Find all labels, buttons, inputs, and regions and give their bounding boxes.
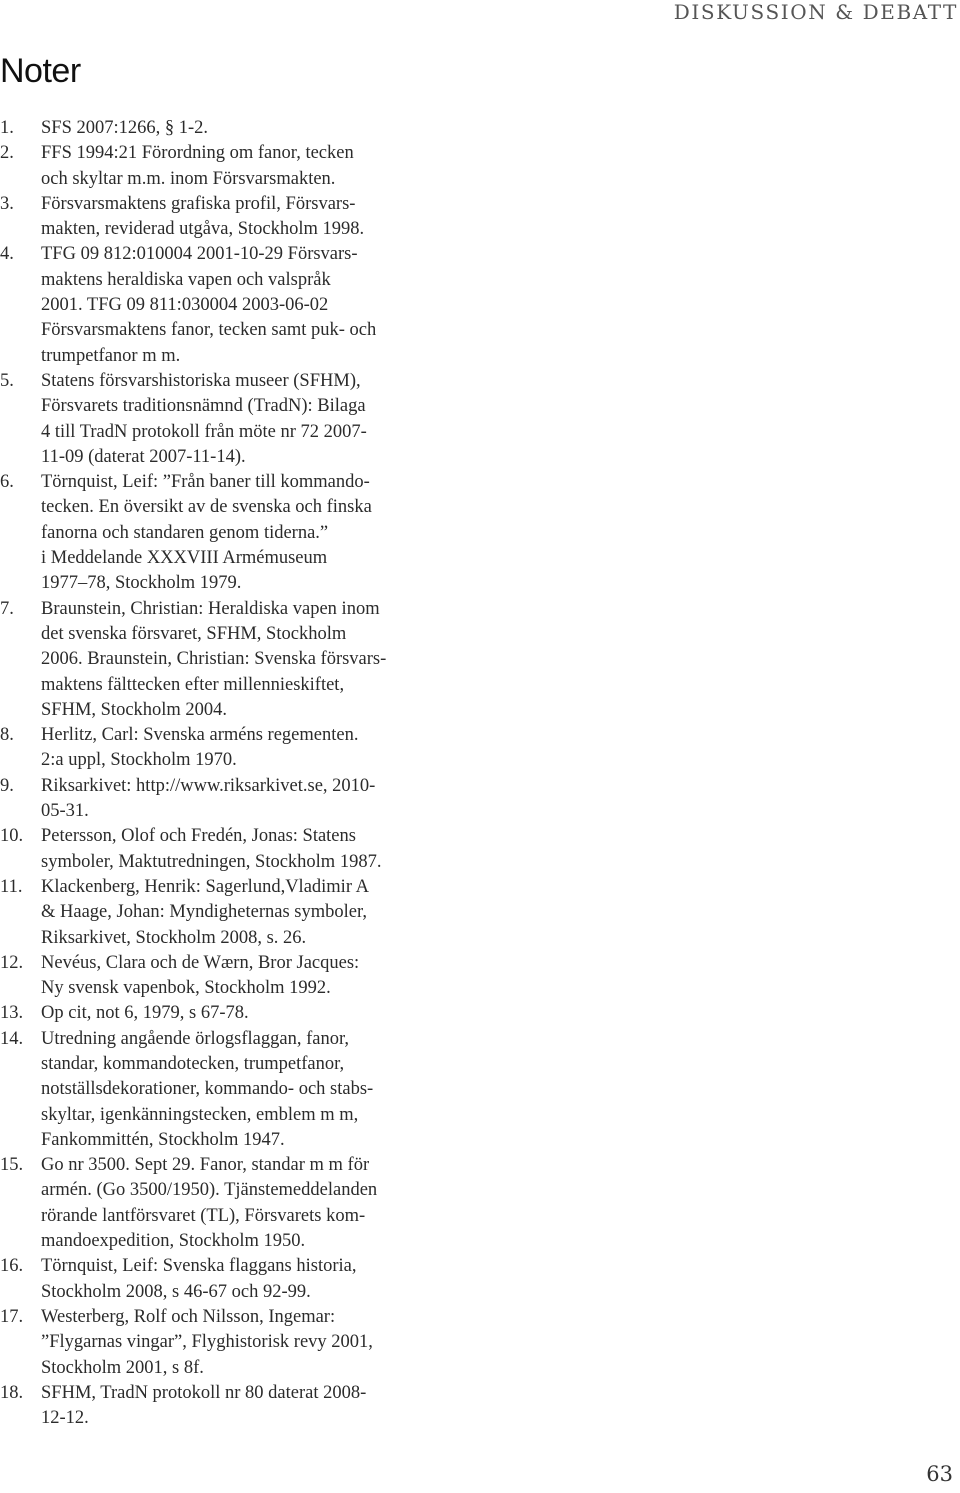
note-text-line: Stockholm 2001, s 8f. <box>41 1357 204 1378</box>
note-text-line: TFG 09 812:010004 2001-10-29 Försvars- <box>41 244 358 265</box>
note-item <box>0 192 465 243</box>
note-text-line: Törnquist, Leif: Svenska flaggans historia, <box>41 1256 357 1277</box>
note-text-line: 05-31. <box>41 801 89 822</box>
note-text-line: SFHM, Stockholm 2004. <box>41 699 228 720</box>
note-number: 5. <box>0 370 14 391</box>
note-text-line: symboler, Maktutredningen, Stockholm 1987. <box>41 851 382 872</box>
note-item <box>0 1381 465 1432</box>
note-text-line: Riksarkivet: http://www.riksarkivet.se, 2010- <box>41 775 376 796</box>
note-text-line: Nevéus, Clara och de Wærn, Bror Jacques: <box>41 952 360 973</box>
note-text-line: 1977–78, Stockholm 1979. <box>41 573 242 594</box>
running-head: DISKUSSION & DEBATT <box>673 0 958 24</box>
note-text-line: 2:a uppl, Stockholm 1970. <box>41 750 237 771</box>
note-text-line: Klackenberg, Henrik: Sagerlund,Vladimir A <box>41 876 369 897</box>
note-number: 9. <box>0 775 14 796</box>
note-number: 6. <box>0 472 14 493</box>
note-item <box>0 369 465 470</box>
note-text-line: Ny svensk vapenbok, Stockholm 1992. <box>41 978 331 999</box>
note-text-line: rörande lantförsvaret (TL), Försvarets kom- <box>41 1205 366 1226</box>
note-number: 15. <box>0 1155 24 1176</box>
note-text-line: FFS 1994:21 Förordning om fanor, tecken <box>41 143 354 164</box>
note-text-line: mandoexpedition, Stockholm 1950. <box>41 1231 306 1252</box>
note-text-line: Försvarsmaktens grafiska profil, Försvars- <box>41 193 356 214</box>
note-text-line: Riksarkivet, Stockholm 2008, s. 26. <box>41 927 307 948</box>
note-text-line: standar, kommandotecken, trumpetfanor, <box>41 1053 345 1074</box>
note-text-line: 2001. TFG 09 811:030004 2003-06-02 <box>41 295 329 316</box>
note-item <box>0 824 465 875</box>
note-text-line: och skyltar m.m. inom Försvarsmakten. <box>41 168 336 189</box>
note-item <box>0 875 465 951</box>
note-number: 3. <box>0 193 14 214</box>
note-text-line: armén. (Go 3500/1950). Tjänstemeddelanden <box>41 1180 378 1201</box>
note-number: 4. <box>0 244 14 265</box>
note-number: 11. <box>0 876 23 897</box>
note-item <box>0 951 465 1002</box>
note-item <box>0 1027 465 1153</box>
note-text-line: det svenska försvaret, SFHM, Stockholm <box>41 623 347 644</box>
note-text-line: Westerberg, Rolf och Nilsson, Ingemar: <box>41 1306 336 1327</box>
note-text-line: Braunstein, Christian: Heraldiska vapen inom <box>41 598 380 619</box>
note-number: 8. <box>0 725 14 746</box>
note-text-line: Op cit, not 6, 1979, s 67-78. <box>41 1003 249 1024</box>
note-text-line: 4 till TradN protokoll från möte nr 72 2007- <box>41 421 367 442</box>
note-text-line: fanorna och standaren genom tiderna.” <box>41 522 329 543</box>
note-text-line: 12-12. <box>41 1408 89 1429</box>
note-text-line: Utredning angående örlogsflaggan, fanor, <box>41 1028 349 1049</box>
note-item <box>0 723 465 774</box>
note-number: 12. <box>0 952 24 973</box>
note-text-line: & Haage, Johan: Myndigheternas symboler, <box>41 902 368 923</box>
note-text-line: Go nr 3500. Sept 29. Fanor, standar m m för <box>41 1155 370 1176</box>
note-text-line: 2006. Braunstein, Christian: Svenska försvars- <box>41 649 387 670</box>
note-number: 1. <box>0 118 14 138</box>
note-text-line: maktens heraldiska vapen och valspråk <box>41 269 331 290</box>
note-text-line: trumpetfanor m m. <box>41 345 181 366</box>
note-item <box>0 1001 465 1026</box>
note-text-line: Petersson, Olof och Fredén, Jonas: Statens <box>41 826 356 847</box>
note-item <box>0 141 465 192</box>
note-item <box>0 1153 465 1254</box>
note-text-line: Försvarets traditionsnämnd (TradN): Bilaga <box>41 396 366 417</box>
note-item <box>0 470 465 596</box>
note-text-line: 11-09 (daterat 2007-11-14). <box>41 446 246 467</box>
note-item <box>0 116 465 141</box>
note-item <box>0 774 465 825</box>
note-item <box>0 1305 465 1381</box>
note-text-line: SFHM, TradN protokoll nr 80 daterat 2008- <box>41 1382 367 1403</box>
note-number: 16. <box>0 1256 24 1277</box>
note-item <box>0 242 465 368</box>
note-text-line: Törnquist, Leif: ”Från baner till kommando- <box>41 472 370 493</box>
note-text-line: SFS 2007:1266, § 1-2. <box>41 118 209 138</box>
note-text-line: maktens fälttecken efter millennieskiftet, <box>41 674 345 695</box>
note-text-line: Försvarsmaktens fanor, tecken samt puk- och <box>41 320 377 341</box>
note-item <box>0 597 465 723</box>
note-number: 2. <box>0 143 14 164</box>
note-number: 14. <box>0 1028 24 1049</box>
notes-list <box>0 116 465 1431</box>
note-number: 17. <box>0 1306 24 1327</box>
note-text-line: Statens försvarshistoriska museer (SFHM), <box>41 370 361 391</box>
note-text-line: Herlitz, Carl: Svenska arméns regementen. <box>41 725 359 746</box>
note-item <box>0 1254 465 1305</box>
note-number: 7. <box>0 598 14 619</box>
note-text-line: ”Flygarnas vingar”, Flyghistorisk revy 2001, <box>41 1332 373 1353</box>
note-number: 18. <box>0 1382 24 1403</box>
page-title: Noter <box>0 52 81 90</box>
note-text-line: i Meddelande XXXVIII Armémuseum <box>41 548 328 569</box>
page-number: 63 <box>926 1462 953 1486</box>
note-text-line: Fankommittén, Stockholm 1947. <box>41 1129 285 1150</box>
note-text-line: Stockholm 2008, s 46-67 och 92-99. <box>41 1281 311 1302</box>
note-number: 10. <box>0 826 24 847</box>
note-text-line: makten, reviderad utgåva, Stockholm 1998. <box>41 219 365 240</box>
note-text-line: skyltar, igenkänningstecken, emblem m m, <box>41 1104 359 1125</box>
note-text-line: tecken. En översikt av de svenska och finska <box>41 497 372 518</box>
note-number: 13. <box>0 1003 24 1024</box>
note-text-line: notställsdekorationer, kommando- och stabs- <box>41 1079 374 1100</box>
